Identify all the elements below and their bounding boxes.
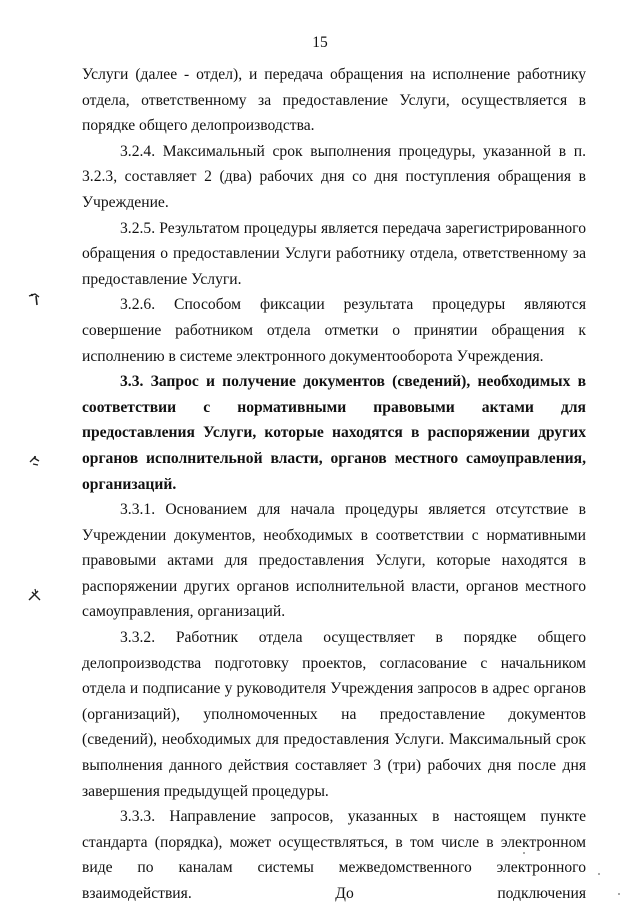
scan-speck — [618, 893, 620, 895]
margin-cross-mark-icon — [26, 586, 44, 604]
page-number: 15 — [312, 34, 328, 51]
paragraph-3-2-5: 3.2.5. Результатом процедуры является передача зарегистрированного обращения о предоставлении Услуги работнику отдела, ответственному за предоставление Услуги. — [82, 219, 586, 288]
section-heading-3-3: 3.3. Запрос и получение документов (сведений), необходимых в соответствии с нормативными правовыми актами для предоставления Услуги, которые находятся в распоряжении других органов исполнительной власти, органов местного самоуправления, организаций. — [82, 373, 586, 493]
paragraph-3-2-6: 3.2.6. Способом фиксации результата процедуры являются совершение работником отдела отметки о принятии обращения к исполнению в системе электронного документооборота Учреждения. — [82, 296, 586, 365]
margin-tick-mark-icon — [26, 290, 44, 308]
scan-speck — [598, 873, 600, 875]
paragraph-3-3-1: 3.3.1. Основанием для начала процедуры является отсутствие в Учреждении документов, необходимых в соответствии с нормативными правовыми актами для предоставления Услуги, которые находятся в распоряжении других органов исполнительной власти, органов местного самоуправления, организаций. — [82, 501, 586, 621]
paragraph-continuation: Услуги (далее - отдел), и передача обращения на исполнение работнику отдела, ответственному за предоставление Услуги, осуществляется в порядке общего делопроизводства. — [82, 66, 586, 135]
document-body — [82, 62, 586, 907]
paragraph-3-3-3: 3.3.3. Направление запросов, указанных в настоящем пункте стандарта (порядка), может осуществляться, в том числе в электронном виде по каналам системы межведомственного электронного взаимодействия. До подключения — [82, 808, 586, 902]
paragraph-3-3-2: 3.3.2. Работник отдела осуществляет в порядке общего делопроизводства подготовку проектов, согласование с начальником отдела и подписание у руководителя Учреждения запросов в адрес органов (организаций), уполномоченных на предоставление документов (сведений), необходимых для предоставления Услуги. Максимальный срок выполнения данного действия составляет 3 (три) рабочих дня после дня завершения предыдущей процедуры. — [82, 629, 586, 800]
paragraph-3-2-4: 3.2.4. Максимальный срок выполнения процедуры, указанной в п. 3.2.3, составляет 2 (два) рабочих дня со дня поступления обращения в Учреждение. — [82, 142, 586, 211]
margin-check-mark-icon — [26, 452, 44, 470]
